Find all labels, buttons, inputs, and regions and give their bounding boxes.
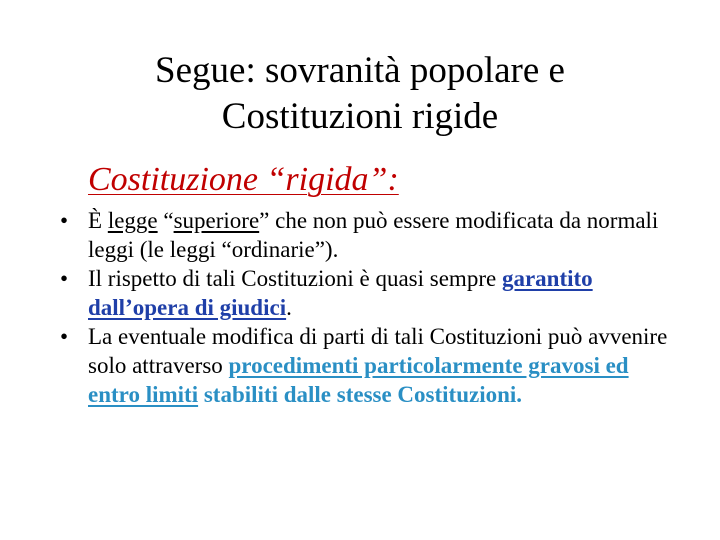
bullet-list [60, 206, 680, 409]
bullet-3-emphasis: procedimenti particolarmente gravosi ed entro limiti [88, 353, 629, 407]
bullet-item-1 [60, 206, 680, 264]
bullet-item-2 [60, 264, 680, 322]
bullet-item-3 [60, 322, 680, 409]
slide-title-line-1: Segue: sovranità popolare e [155, 50, 565, 91]
bullet-1-post: ” che non può essere modificata da normali leggi (le leggi “ordinarie”). [88, 208, 659, 262]
bullet-1-underlined-superiore: superiore [173, 208, 260, 233]
bullet-1-pre: È [88, 208, 108, 233]
bullet-icon: • [60, 324, 69, 349]
bullet-icon: • [60, 266, 69, 291]
bullet-1-mid: “ [157, 208, 174, 233]
slide-subtitle: Costituzione “rigida”: [88, 161, 399, 198]
bullet-icon: • [60, 208, 69, 233]
bullet-1-underlined-legge: legge [107, 208, 158, 233]
bullet-2-pre: Il rispetto di tali Costituzioni è quasi sempre [88, 266, 502, 291]
bullet-3-post: stabiliti dalle stesse Costituzioni. [198, 382, 523, 407]
bullet-2-emphasis: garantito dall’opera di giudici [88, 266, 593, 320]
bullet-3-pre: La eventuale modifica di parti di tali Costituzioni può avvenire solo attraverso [88, 324, 668, 378]
slide-title-line-2: Costituzioni rigide [221, 96, 499, 137]
bullet-2-post: . [286, 295, 292, 320]
slide-title [0, 48, 720, 140]
